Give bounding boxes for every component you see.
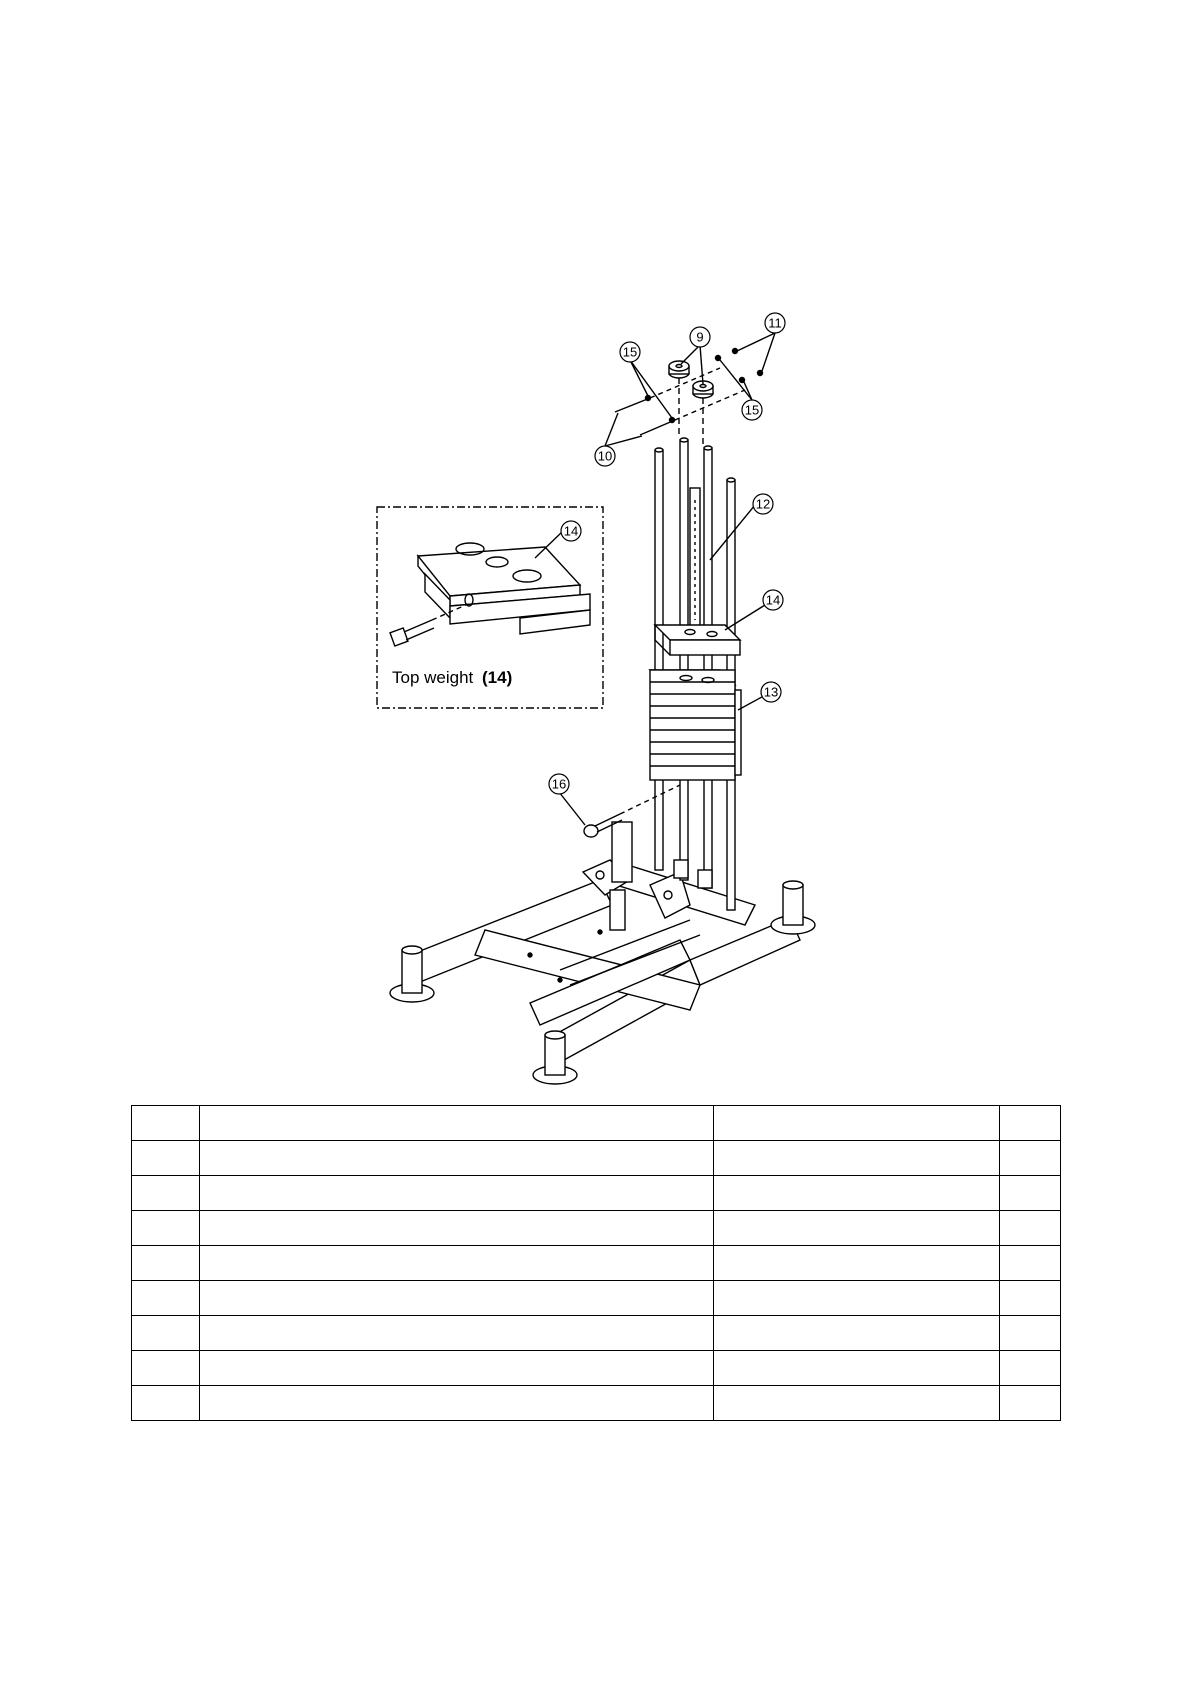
top-weight bbox=[655, 625, 740, 655]
callout-14-main: 14 bbox=[765, 592, 781, 608]
table-row bbox=[132, 1316, 1061, 1351]
callout-14-inset: 14 bbox=[563, 523, 579, 539]
table-cell bbox=[1000, 1211, 1061, 1246]
callout-10: 10 bbox=[597, 448, 613, 464]
inset-caption-label: Top weight bbox=[392, 668, 474, 687]
table-row bbox=[132, 1141, 1061, 1176]
table-cell bbox=[714, 1316, 1000, 1351]
table-row bbox=[132, 1211, 1061, 1246]
table-cell bbox=[132, 1141, 200, 1176]
table-cell bbox=[200, 1211, 714, 1246]
table-row bbox=[132, 1246, 1061, 1281]
callout-9: 9 bbox=[696, 329, 704, 345]
table-cell bbox=[200, 1246, 714, 1281]
callout-12: 12 bbox=[755, 496, 771, 512]
table-cell bbox=[714, 1386, 1000, 1421]
table-cell bbox=[1000, 1316, 1061, 1351]
table-cell bbox=[714, 1176, 1000, 1211]
table-cell bbox=[200, 1386, 714, 1421]
table-cell bbox=[1000, 1351, 1061, 1386]
table-cell bbox=[200, 1176, 714, 1211]
foot-right bbox=[771, 881, 815, 934]
table-cell bbox=[1000, 1141, 1061, 1176]
table-cell bbox=[1000, 1386, 1061, 1421]
table-cell bbox=[200, 1316, 714, 1351]
callout-15-left: 15 bbox=[622, 344, 638, 360]
table-cell bbox=[200, 1281, 714, 1316]
table-cell bbox=[132, 1281, 200, 1316]
table-cell bbox=[714, 1106, 1000, 1141]
table-row bbox=[132, 1386, 1061, 1421]
table-cell bbox=[132, 1316, 200, 1351]
table-cell bbox=[1000, 1281, 1061, 1316]
table-cell bbox=[714, 1211, 1000, 1246]
table-row bbox=[132, 1176, 1061, 1211]
table-cell bbox=[132, 1246, 200, 1281]
table-cell bbox=[714, 1351, 1000, 1386]
table-cell bbox=[1000, 1246, 1061, 1281]
table-cell bbox=[132, 1351, 200, 1386]
top-caps bbox=[669, 361, 713, 446]
table-cell bbox=[132, 1106, 200, 1141]
callout-13: 13 bbox=[763, 684, 779, 700]
table-cell bbox=[714, 1141, 1000, 1176]
parts-table bbox=[131, 1105, 1061, 1421]
table-cell bbox=[1000, 1176, 1061, 1211]
callout-15-right: 15 bbox=[744, 402, 760, 418]
parts-table-body bbox=[132, 1106, 1061, 1421]
callout-11: 11 bbox=[768, 315, 782, 331]
table-cell bbox=[200, 1141, 714, 1176]
table-row bbox=[132, 1351, 1061, 1386]
table-cell bbox=[714, 1246, 1000, 1281]
table-row bbox=[132, 1281, 1061, 1316]
table-cell bbox=[132, 1386, 200, 1421]
inset-caption bbox=[392, 668, 512, 687]
table-cell bbox=[200, 1106, 714, 1141]
table-cell bbox=[132, 1176, 200, 1211]
callout-16: 16 bbox=[551, 776, 567, 792]
table-cell bbox=[200, 1351, 714, 1386]
table-cell bbox=[132, 1211, 200, 1246]
table-row bbox=[132, 1106, 1061, 1141]
inset-caption-ref: (14) bbox=[482, 668, 513, 687]
table-cell bbox=[714, 1281, 1000, 1316]
table-cell bbox=[1000, 1106, 1061, 1141]
